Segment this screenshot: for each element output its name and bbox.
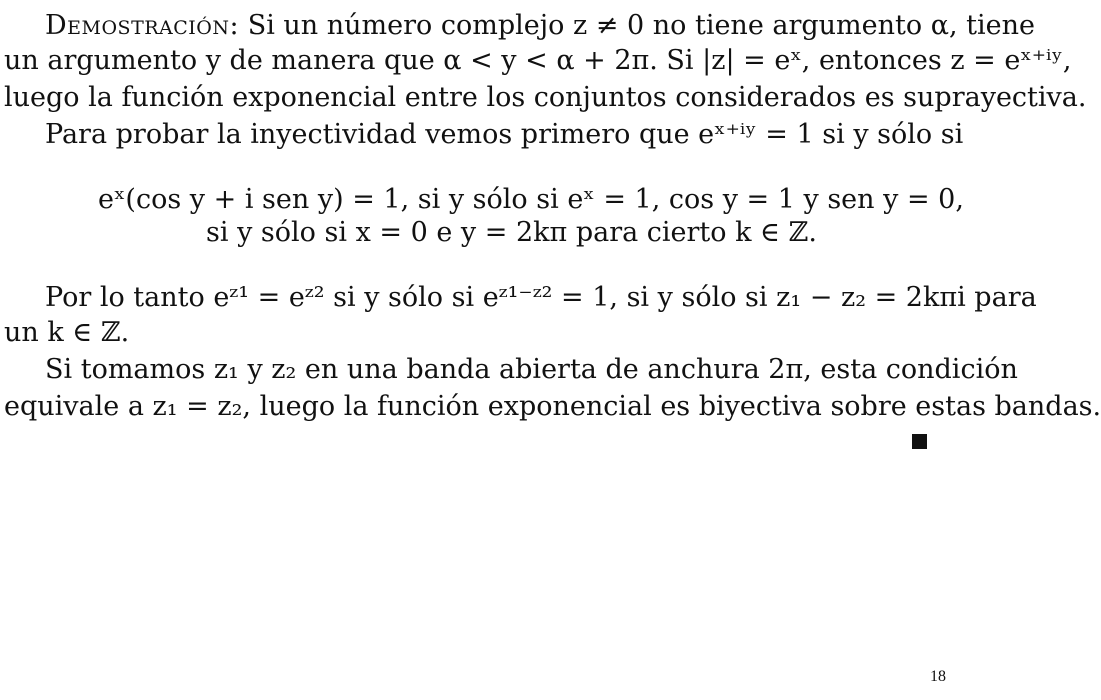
- proof-line-5: Por lo tanto eᶻ¹ = eᶻ² si y sólo si eᶻ¹⁻ᶻ² = 1, si y sólo si z₁ − z₂ = 2kπi para: [45, 282, 1037, 313]
- proof-line-1: [45, 8, 1035, 44]
- proof-line-3: luego la función exponencial entre los conjuntos considerados es suprayectiva.: [4, 82, 1087, 113]
- proof-label: Demostración:: [45, 10, 240, 41]
- proof-line-4: Para probar la inyectividad vemos primero que eˣ⁺ⁱʸ = 1 si y sólo si: [45, 119, 964, 150]
- page-number: 18: [930, 668, 946, 685]
- proof-line-7: Si tomamos z₁ y z₂ en una banda abierta de anchura 2π, esta condición: [45, 354, 1018, 385]
- display-equation-1: eˣ(cos y + i sen y) = 1, si y sólo si eˣ = 1, cos y = 1 y sen y = 0,: [98, 184, 964, 215]
- proof-line-6: un k ∈ ℤ.: [4, 317, 130, 348]
- proof-text-1: Si un número complejo z ≠ 0 no tiene argumento α, tiene: [247, 10, 1035, 41]
- proof-line-8: equivale a z₁ = z₂, luego la función exponencial es biyectiva sobre estas bandas.: [4, 391, 1101, 422]
- qed-square-icon: [912, 434, 927, 449]
- proof-line-2: un argumento y de manera que α < y < α + 2π. Si |z| = eˣ, entonces z = eˣ⁺ⁱʸ,: [4, 45, 1072, 76]
- display-equation-2: si y sólo si x = 0 e y = 2kπ para cierto k ∈ ℤ.: [206, 217, 817, 248]
